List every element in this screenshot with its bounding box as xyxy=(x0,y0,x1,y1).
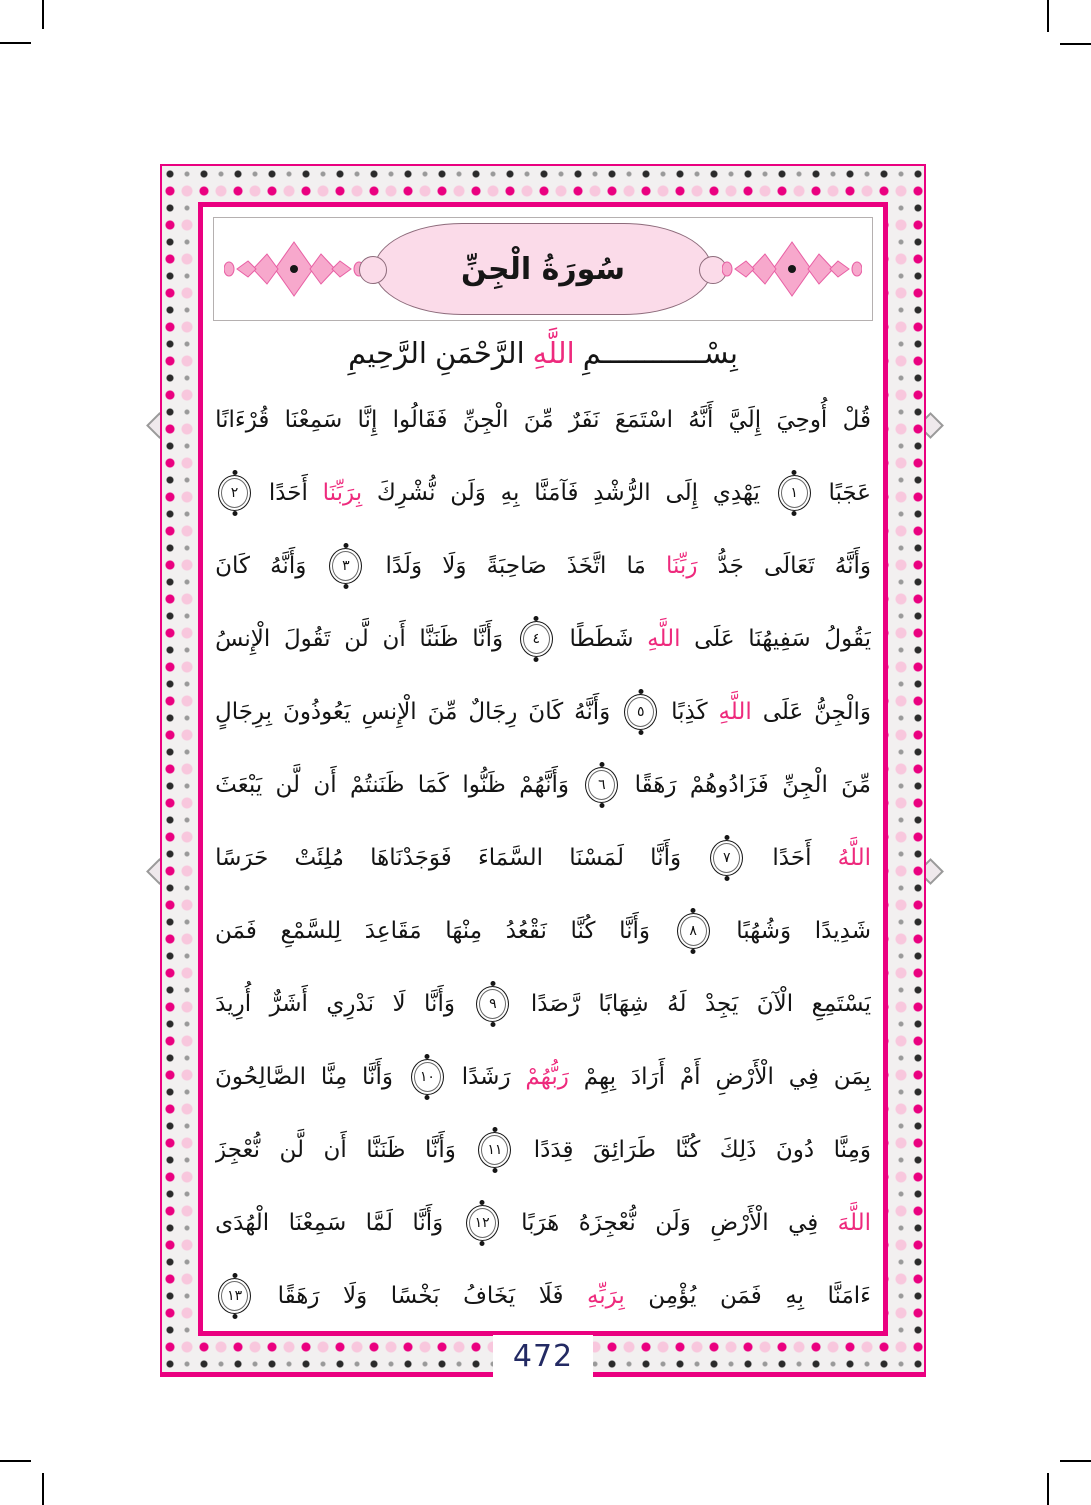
word: بِهِ xyxy=(500,479,520,506)
word: وَمِنَّا xyxy=(833,1136,871,1163)
quran-line xyxy=(215,748,871,821)
text-area xyxy=(198,202,888,1336)
word: دُونَ xyxy=(775,1136,815,1163)
word: مِنْهَا xyxy=(445,917,483,944)
quran-line xyxy=(215,894,871,967)
quran-line xyxy=(215,1186,871,1259)
word: وَلَدًا xyxy=(385,552,423,579)
page-number: 472 xyxy=(512,1338,574,1374)
word: كَانَ xyxy=(215,552,250,579)
highlighted-word: اللَّهِ xyxy=(647,625,681,652)
word: رِجَالٌ xyxy=(468,698,518,725)
verse-end-marker: ١٣ xyxy=(218,1278,251,1314)
verse-end-marker: ٦ xyxy=(585,767,618,803)
crop-mark xyxy=(0,42,31,44)
word: ءَامَنَّا xyxy=(827,1282,871,1309)
crop-mark xyxy=(1047,0,1049,32)
word: مَا xyxy=(626,552,646,579)
word: ظَنُّوا xyxy=(462,771,506,798)
word: وَالْجِنُّ xyxy=(814,698,871,725)
word: نَفَرٌ xyxy=(568,406,600,433)
word: يَبْعَثَ xyxy=(215,771,263,798)
word: لَمَسْنَا xyxy=(569,844,624,871)
crop-mark xyxy=(1060,43,1091,45)
side-flourish-icon xyxy=(224,239,364,299)
word: يَخَافُ xyxy=(463,1282,516,1309)
word: عَلَى xyxy=(694,625,735,652)
word: وَأَنَّا xyxy=(412,1209,444,1236)
word: شَدِيدًا xyxy=(814,917,871,944)
word: وَشُهُبًا xyxy=(736,917,792,944)
highlighted-word: اللَّهِ xyxy=(532,336,575,370)
crop-mark xyxy=(42,0,44,29)
word: أُوحِيَ xyxy=(776,406,828,433)
word: تَقُولَ xyxy=(283,625,331,652)
verse-end-marker: ١٢ xyxy=(466,1205,499,1241)
word: سَمِعْنَا xyxy=(288,1209,347,1236)
word: لَهُ xyxy=(667,990,687,1017)
verse-end-marker: ٣ xyxy=(329,548,362,584)
quran-line xyxy=(215,1113,871,1186)
word: فَلَا xyxy=(538,1282,564,1309)
bismillah-line xyxy=(203,323,883,383)
word: مِّنَ xyxy=(427,698,458,725)
word: وَأَنَّهُ xyxy=(270,552,307,579)
word: مَقَاعِدَ xyxy=(364,917,422,944)
word: يَهْدِي xyxy=(712,479,760,506)
word: بِسْــــــــــــمِ xyxy=(582,336,738,370)
page-number-box xyxy=(493,1335,593,1377)
word: بِمَن xyxy=(833,1063,871,1090)
word: كَانَ xyxy=(528,698,564,725)
quran-line xyxy=(215,821,871,894)
word: بِرِجَالٍ xyxy=(215,698,273,725)
word: تَعَالَى xyxy=(763,552,815,579)
word: فَزَادُوهُمْ xyxy=(689,771,769,798)
highlighted-word: رَبِّنَا xyxy=(665,552,698,579)
word: أَن xyxy=(323,1136,347,1163)
word: فَمَن xyxy=(719,1282,762,1309)
word: وَأَنَّا xyxy=(650,844,682,871)
word: لَا xyxy=(392,990,406,1017)
word: يَسْتَمِعِ xyxy=(811,990,871,1017)
word: أَشَرٌّ xyxy=(269,990,308,1017)
word: شَطَطًا xyxy=(569,625,634,652)
word: فَوَجَدْنَاهَا xyxy=(370,844,452,871)
word: وَأَنَّهُمْ xyxy=(519,771,569,798)
word: الرَّحْمَنِ xyxy=(434,336,525,370)
surah-title: سُورَةُ الْجِنِّ xyxy=(461,251,625,287)
word: سَفِيهُنَا xyxy=(748,625,811,652)
word: فَمَن xyxy=(215,917,257,944)
word: الصَّالِحُونَ xyxy=(215,1063,307,1090)
word: بَخْسًا xyxy=(390,1282,440,1309)
verse-end-marker: ٤ xyxy=(520,621,553,657)
word: ظَنَنتُمْ xyxy=(349,771,405,798)
word: ظَنَنَّا xyxy=(419,625,459,652)
word: طَرَائِقَ xyxy=(592,1136,656,1163)
word: يَعُوذُونَ xyxy=(282,698,351,725)
word: نُّشْرِكَ xyxy=(376,479,436,506)
word: الْإِنسُ xyxy=(215,625,271,652)
title-cartouche xyxy=(374,223,712,315)
word: وَأَنَّهُ xyxy=(834,552,871,579)
highlighted-word: بِرَبِّهِ xyxy=(586,1282,625,1309)
word: إِلَيَّ xyxy=(728,406,762,433)
word: الرَّحِيمِ xyxy=(348,336,427,370)
word: أَن xyxy=(382,625,406,652)
word: لِلسَّمْعِ xyxy=(280,917,342,944)
word: وَأَنَّهُ xyxy=(574,698,611,725)
word: الرُّشْدِ xyxy=(593,479,651,506)
word: الْجِنِّ xyxy=(462,406,509,433)
quran-line xyxy=(215,1259,871,1332)
word: وَأَنَّا xyxy=(424,1136,456,1163)
verse-end-marker: ٢ xyxy=(218,475,251,511)
word: هَرَبًا xyxy=(521,1209,560,1236)
word: نَقْعُدُ xyxy=(505,917,547,944)
word: ذَلِكَ xyxy=(719,1136,757,1163)
word: الْأَرْضِ xyxy=(715,1063,774,1090)
crop-mark xyxy=(42,1473,44,1505)
quran-line xyxy=(215,675,871,748)
word: فِي xyxy=(788,1063,819,1090)
word: رَهَقًا xyxy=(634,771,677,798)
word: نَدْرِي xyxy=(326,990,374,1017)
highlighted-word: بِرَبِّنَا xyxy=(322,479,363,506)
word: أُرِيدَ xyxy=(215,990,252,1017)
word: يَقُولُ xyxy=(824,625,871,652)
surah-title-panel xyxy=(213,217,873,321)
word: وَلَن xyxy=(655,1209,691,1236)
word: فَقَالُوا xyxy=(392,406,448,433)
word: رَشَدًا xyxy=(461,1063,511,1090)
word: فَآمَنَّا xyxy=(534,479,579,506)
word: وَأَنَّا xyxy=(362,1063,393,1090)
word: نُّعْجِزَ xyxy=(215,1136,261,1163)
word: أَحَدًا xyxy=(772,844,812,871)
word: سَمِعْنَا xyxy=(284,406,343,433)
quran-line xyxy=(215,1040,871,1113)
word: أَنَّهُ xyxy=(688,406,714,433)
word: الْإِنسِ xyxy=(361,698,417,725)
crop-mark xyxy=(1060,1460,1091,1462)
highlighted-word: اللَّهُ xyxy=(837,844,871,871)
quran-line xyxy=(215,383,871,456)
word: قُرْءَانًا xyxy=(215,406,270,433)
verse-end-marker: ١ xyxy=(778,475,811,511)
word: إِلَى xyxy=(665,479,699,506)
highlighted-word: اللَّهَ xyxy=(837,1209,871,1236)
word: مِنَّا xyxy=(320,1063,348,1090)
word: رَّصَدًا xyxy=(530,990,580,1017)
quran-line xyxy=(215,967,871,1040)
word: كُنَّا xyxy=(675,1136,701,1163)
word: صَاحِبَةً xyxy=(486,552,547,579)
word: أَرَادَ xyxy=(630,1063,666,1090)
word: إِنَّا xyxy=(357,406,378,433)
verse-end-marker: ٧ xyxy=(710,840,743,876)
word: الْهُدَى xyxy=(215,1209,270,1236)
word: وَأَنَّا xyxy=(424,990,455,1017)
word: ظَنَنَّا xyxy=(366,1136,406,1163)
word: كُنَّا xyxy=(570,917,596,944)
word: وَلَن xyxy=(450,479,486,506)
word: وَلَا xyxy=(343,1282,368,1309)
quran-line xyxy=(215,529,871,602)
word: أَن xyxy=(313,771,337,798)
word: مِّنَ xyxy=(523,406,554,433)
word: الْجِنِّ xyxy=(782,771,828,798)
verse-end-marker: ٩ xyxy=(476,986,509,1022)
crop-mark xyxy=(0,1460,31,1462)
word: لَّن xyxy=(344,625,369,652)
word: أَمْ xyxy=(679,1063,701,1090)
verse-end-marker: ٥ xyxy=(624,694,657,730)
word: السَّمَاءَ xyxy=(477,844,544,871)
word: يَجِدْ xyxy=(704,990,739,1017)
word: وَأَنَّا xyxy=(472,625,504,652)
word: وَأَنَّا xyxy=(619,917,650,944)
word: شِهَابًا xyxy=(598,990,649,1017)
word: اسْتَمَعَ xyxy=(614,406,673,433)
word: الْآنَ xyxy=(756,990,794,1017)
word: عَلَى xyxy=(762,698,804,725)
word: الْأَرْضِ xyxy=(710,1209,769,1236)
word: اتَّخَذَ xyxy=(566,552,607,579)
word: قُلْ xyxy=(842,406,871,433)
quran-line xyxy=(215,456,871,529)
word: نُّعْجِزَهُ xyxy=(578,1209,636,1236)
word: يُؤْمِن xyxy=(648,1282,697,1309)
word: بِهِمْ xyxy=(583,1063,617,1090)
word: أَحَدًا xyxy=(268,479,308,506)
word: لَّن xyxy=(275,771,301,798)
word: مُلِئَتْ xyxy=(294,844,344,871)
crop-mark xyxy=(1047,1473,1049,1505)
word: بِهِ xyxy=(785,1282,804,1309)
word: فِي xyxy=(788,1209,819,1236)
word: لَّن xyxy=(279,1136,305,1163)
word: حَرَسًا xyxy=(215,844,269,871)
side-flourish-icon xyxy=(722,239,862,299)
verse-end-marker: ١٠ xyxy=(411,1059,444,1095)
decorative-border-frame xyxy=(160,164,926,1377)
verse-end-marker: ٨ xyxy=(677,913,710,949)
word: كَمَا xyxy=(417,771,449,798)
word: قِدَدًا xyxy=(533,1136,574,1163)
word: وَلَا xyxy=(442,552,467,579)
word: لَمَّا xyxy=(365,1209,393,1236)
word: عَجَبًا xyxy=(828,479,871,506)
word: رَهَقًا xyxy=(277,1282,320,1309)
word: مِّنَ xyxy=(841,771,871,798)
highlighted-word: اللَّهِ xyxy=(718,698,752,725)
word: كَذِبًا xyxy=(671,698,708,725)
highlighted-word: رَبُّهُمْ xyxy=(525,1063,569,1090)
verses-block xyxy=(203,383,883,1332)
quran-line xyxy=(215,602,871,675)
word: جَدُّ xyxy=(717,552,744,579)
verse-end-marker: ١١ xyxy=(478,1132,511,1168)
